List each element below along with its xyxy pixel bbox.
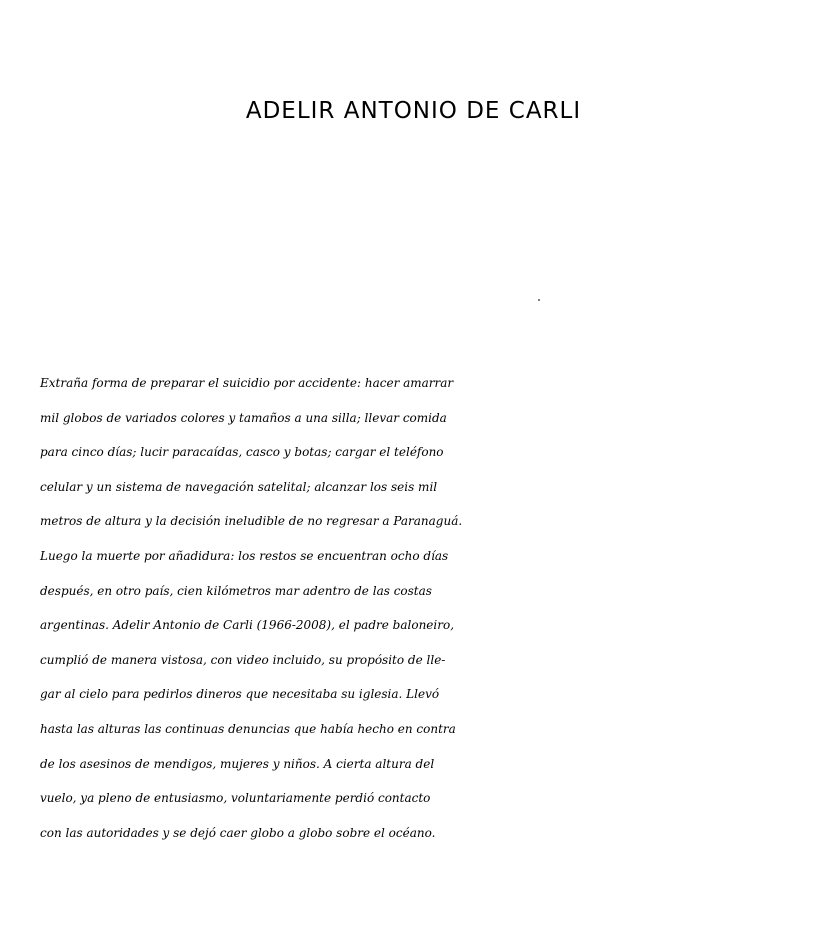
body-paragraph: [40, 366, 800, 850]
text-line: Extraña forma de preparar el suicidio por accidente: hacer amarrar: [40, 376, 454, 390]
text-line: con las autoridades y se dejó caer globo a globo sobre el océano.: [40, 825, 436, 840]
text-line: después, en otro país, cien kilómetros mar adentro de las costas: [40, 583, 432, 598]
text-line: mil globos de variados colores y tamaños a una silla; llevar comida: [40, 410, 447, 425]
text-line: argentinas. Adelir Antonio de Carli (1966-2008), el padre baloneiro,: [40, 618, 455, 633]
text-line: celular y un sistema de navegación satelital; alcanzar los seis mil: [40, 479, 438, 494]
text-line: Luego la muerte por añadidura: los restos se encuentran ocho días: [40, 548, 449, 563]
page-title: ADELIR ANTONIO DE CARLI: [245, 98, 582, 124]
text-line: para cinco días; lucir paracaídas, casco y botas; cargar el teléfono: [40, 445, 444, 460]
text-line: de los asesinos de mendigos, mujeres y niños. A cierta altura del: [40, 756, 435, 771]
text-line: metros de altura y la decisión ineludible de no regresar a Paranaguá.: [40, 514, 463, 529]
text-line: vuelo, ya pleno de entusiasmo, voluntariamente perdió contacto: [40, 791, 431, 806]
text-line: hasta las alturas las continuas denuncias que había hecho en contra: [40, 721, 456, 736]
ink-speck: [538, 299, 540, 301]
text-line: gar al cielo para pedirlos dineros que necesitaba su iglesia. Llevó: [40, 687, 440, 702]
text-line: cumplió de manera vistosa, con video incluido, su propósito de lle-: [40, 652, 446, 667]
